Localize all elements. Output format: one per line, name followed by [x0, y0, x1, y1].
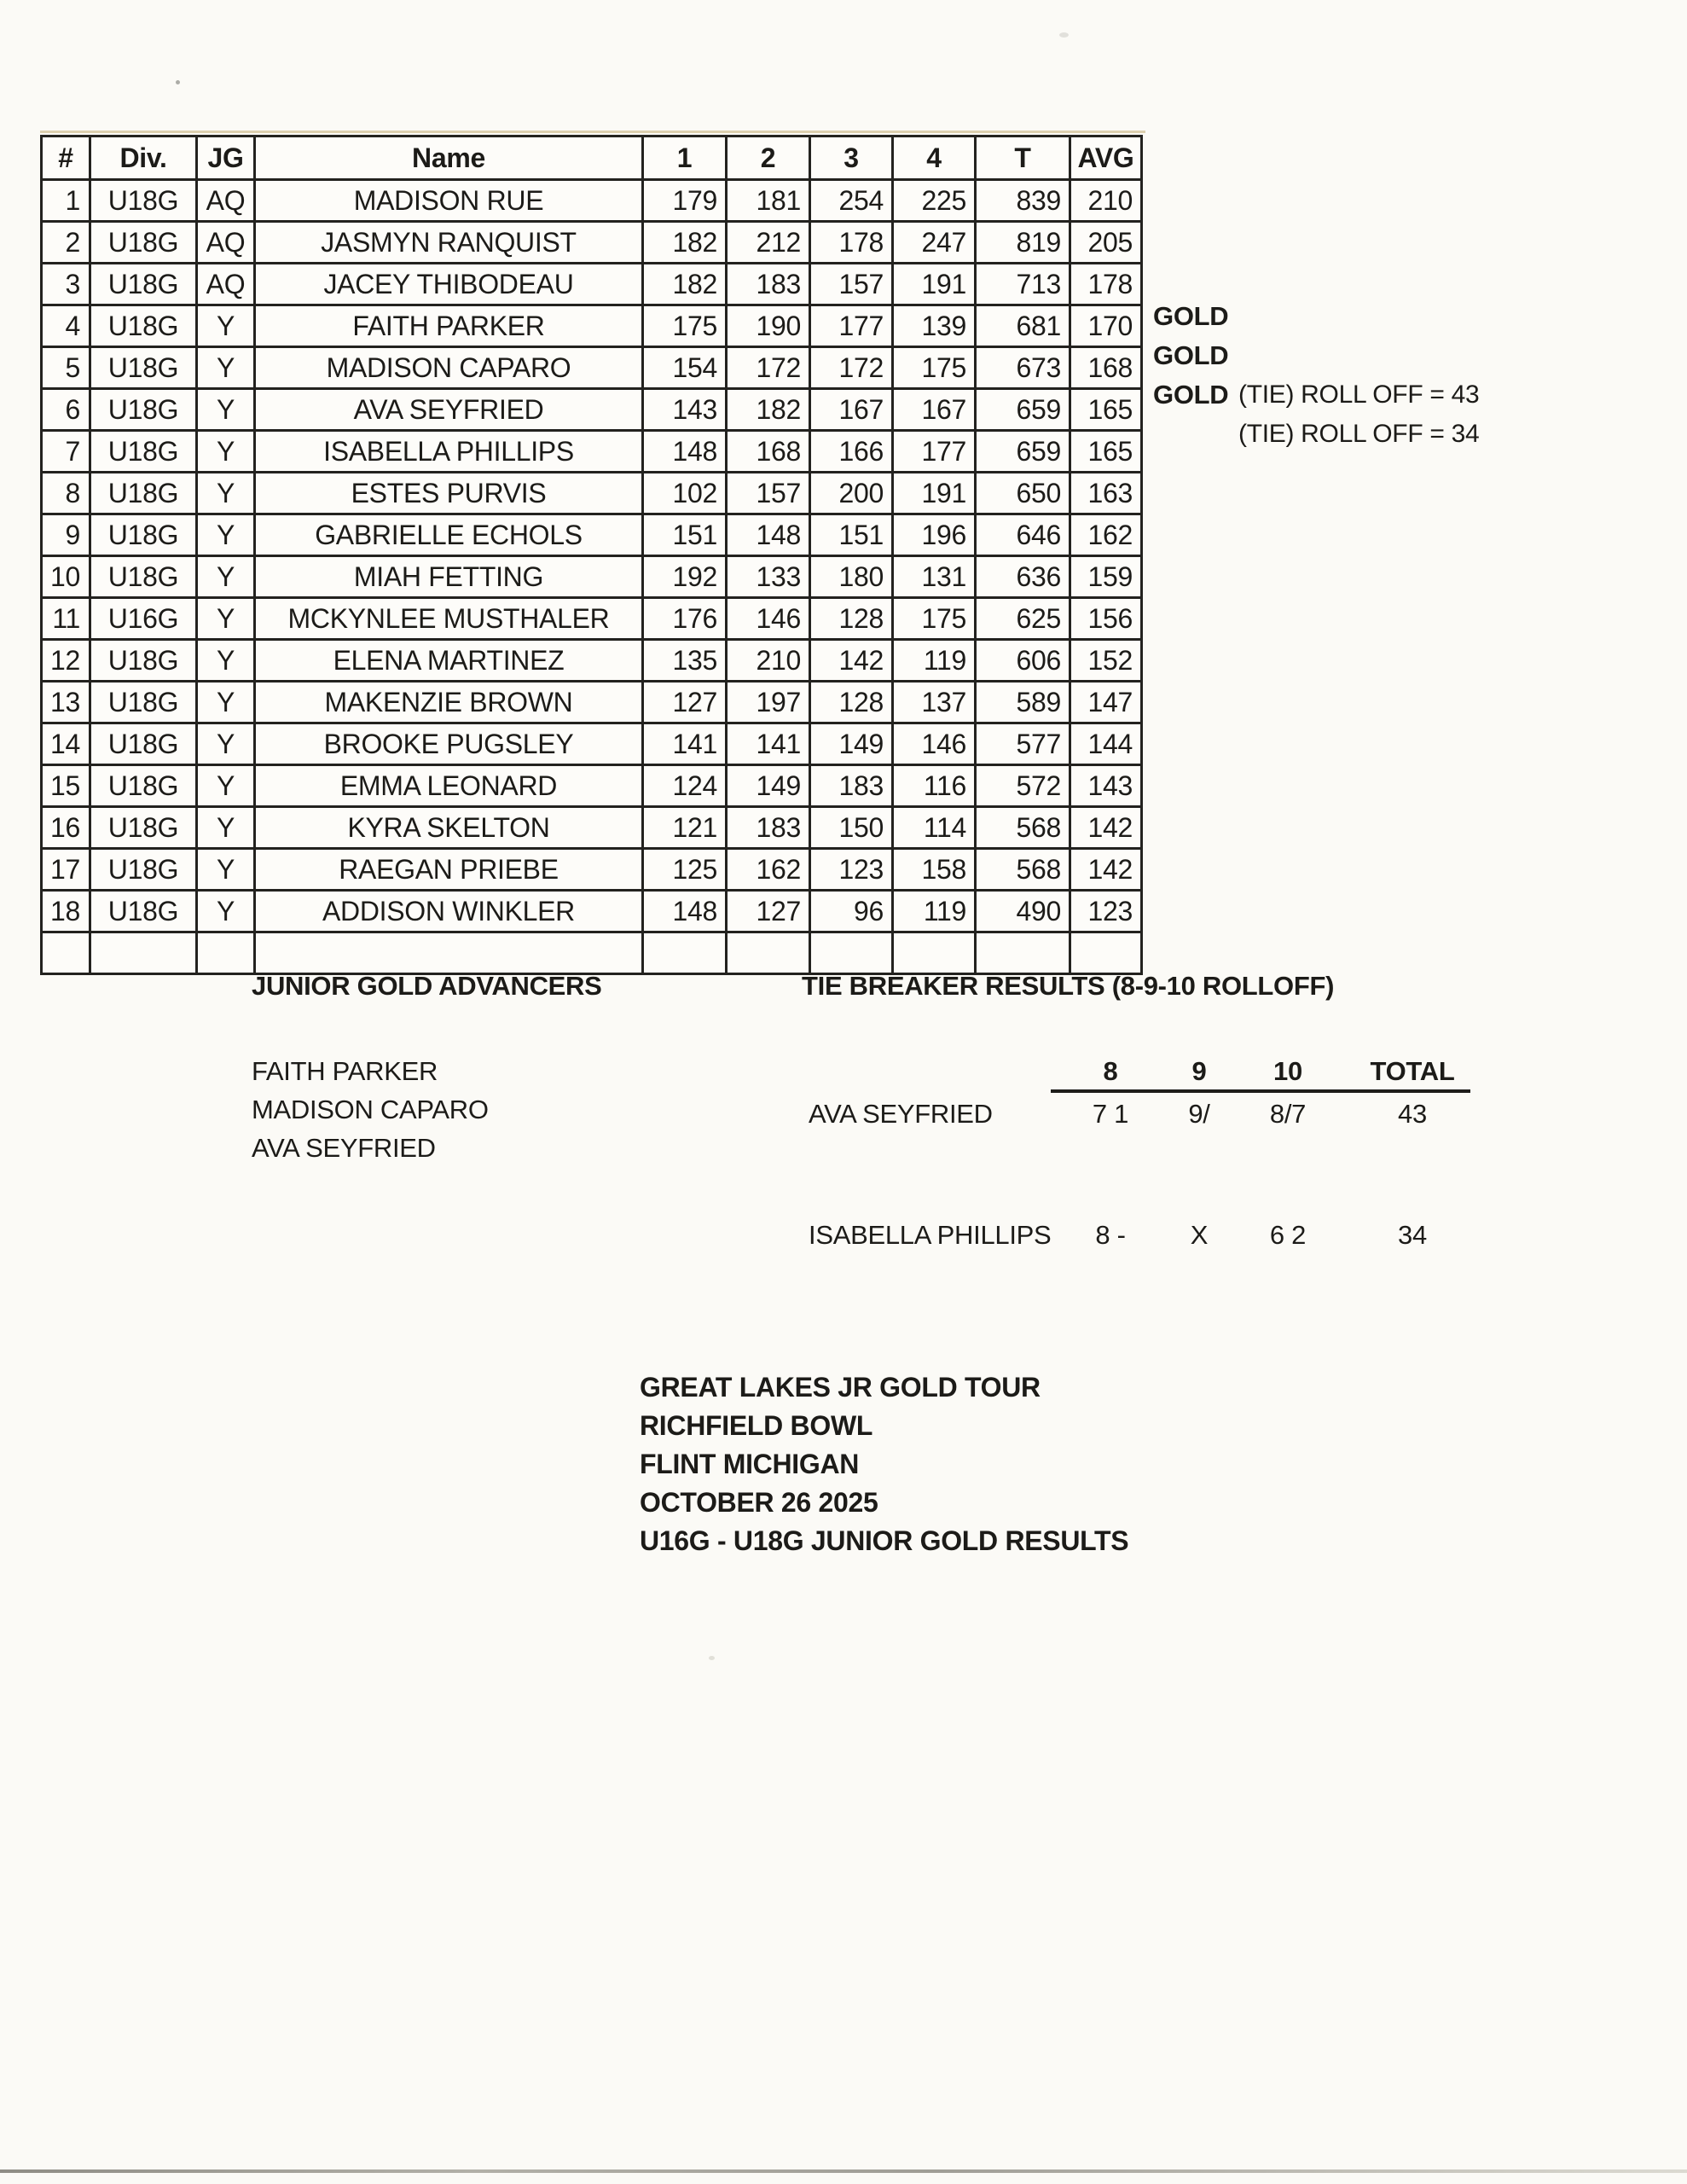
footer-line: RICHFIELD BOWL: [640, 1410, 873, 1441]
jg-cell: Y: [197, 849, 255, 891]
table-row: [42, 723, 1142, 765]
gold-label: GOLD: [1153, 301, 1229, 331]
game2-cell: 133: [727, 556, 810, 598]
name-cell: JACEY THIBODEAU: [255, 264, 643, 305]
rank-cell: 7: [42, 431, 90, 473]
div-cell: U18G: [90, 389, 197, 431]
game2-cell: 168: [727, 431, 810, 473]
jg-cell: Y: [197, 640, 255, 682]
table-row: [42, 389, 1142, 431]
game1-cell: 176: [643, 598, 727, 640]
game2-cell: 127: [727, 891, 810, 932]
div-cell: U18G: [90, 765, 197, 807]
frame9-cell: 9/: [1188, 1099, 1210, 1129]
game3-cell: 177: [810, 305, 893, 347]
table-row: [42, 598, 1142, 640]
gold-label: GOLD: [1153, 340, 1229, 370]
game4-cell: 177: [893, 431, 976, 473]
tiebreaker-total-cell: 43: [1398, 1099, 1427, 1129]
total-cell: 659: [976, 431, 1070, 473]
game3-cell: 180: [810, 556, 893, 598]
jg-cell: [197, 932, 255, 974]
game4-cell: 158: [893, 849, 976, 891]
game1-cell: 148: [643, 891, 727, 932]
jg-cell: AQ: [197, 180, 255, 222]
name-cell: JASMYN RANQUIST: [255, 222, 643, 264]
game1-cell: 121: [643, 807, 727, 849]
game2-cell: 149: [727, 765, 810, 807]
game2-cell: 210: [727, 640, 810, 682]
col-header-4: 4: [893, 136, 976, 180]
table-row: [42, 682, 1142, 723]
game1-cell: 154: [643, 347, 727, 389]
jg-cell: Y: [197, 305, 255, 347]
game4-cell: 119: [893, 640, 976, 682]
tiebreaker-col-header: 10: [1273, 1056, 1302, 1086]
jg-cell: Y: [197, 347, 255, 389]
col-header-2: 2: [727, 136, 810, 180]
game1-cell: 124: [643, 765, 727, 807]
total-cell: [976, 932, 1070, 974]
jg-cell: Y: [197, 807, 255, 849]
game2-cell: 146: [727, 598, 810, 640]
div-cell: U16G: [90, 598, 197, 640]
game4-cell: 114: [893, 807, 976, 849]
game1-cell: 141: [643, 723, 727, 765]
game3-cell: [810, 932, 893, 974]
col-header-name: Name: [255, 136, 643, 180]
total-cell: 713: [976, 264, 1070, 305]
table-row: [42, 431, 1142, 473]
jg-cell: Y: [197, 389, 255, 431]
game3-cell: 150: [810, 807, 893, 849]
col-header-3: 3: [810, 136, 893, 180]
tiebreaker-name: ISABELLA PHILLIPS: [809, 1220, 1052, 1250]
name-cell: KYRA SKELTON: [255, 807, 643, 849]
rank-cell: [42, 932, 90, 974]
game1-cell: 175: [643, 305, 727, 347]
table-row: [42, 473, 1142, 514]
game3-cell: 128: [810, 682, 893, 723]
col-header-jg: JG: [197, 136, 255, 180]
game1-cell: 182: [643, 222, 727, 264]
game2-cell: 172: [727, 347, 810, 389]
game4-cell: 116: [893, 765, 976, 807]
game1-cell: 127: [643, 682, 727, 723]
gold-label: GOLD: [1153, 380, 1229, 410]
col-header-: #: [42, 136, 90, 180]
name-cell: MCKYNLEE MUSTHALER: [255, 598, 643, 640]
total-cell: 625: [976, 598, 1070, 640]
col-header-avg: AVG: [1070, 136, 1142, 180]
name-cell: GABRIELLE ECHOLS: [255, 514, 643, 556]
rank-cell: 1: [42, 180, 90, 222]
frame10-cell: 8/7: [1269, 1099, 1307, 1129]
div-cell: U18G: [90, 556, 197, 598]
avg-cell: 152: [1070, 640, 1142, 682]
jg-cell: AQ: [197, 222, 255, 264]
rank-cell: 17: [42, 849, 90, 891]
total-cell: 673: [976, 347, 1070, 389]
div-cell: U18G: [90, 849, 197, 891]
game4-cell: 146: [893, 723, 976, 765]
scan-speck-lower: [709, 1656, 715, 1660]
game2-cell: [727, 932, 810, 974]
div-cell: U18G: [90, 264, 197, 305]
table-row: [42, 514, 1142, 556]
jg-cell: Y: [197, 431, 255, 473]
jg-cell: Y: [197, 556, 255, 598]
name-cell: [255, 932, 643, 974]
tiebreaker-title: TIE BREAKER RESULTS (8-9-10 ROLLOFF): [802, 971, 1335, 1001]
total-cell: 646: [976, 514, 1070, 556]
game2-cell: 197: [727, 682, 810, 723]
div-cell: [90, 932, 197, 974]
game2-cell: 162: [727, 849, 810, 891]
table-row: [42, 891, 1142, 932]
avg-cell: 123: [1070, 891, 1142, 932]
game4-cell: 247: [893, 222, 976, 264]
div-cell: U18G: [90, 514, 197, 556]
rank-cell: 16: [42, 807, 90, 849]
rank-cell: 15: [42, 765, 90, 807]
game2-cell: 183: [727, 807, 810, 849]
total-cell: 589: [976, 682, 1070, 723]
div-cell: U18G: [90, 180, 197, 222]
tie-rolloff-note: (TIE) ROLL OFF = 34: [1238, 420, 1480, 448]
name-cell: ELENA MARTINEZ: [255, 640, 643, 682]
total-cell: 490: [976, 891, 1070, 932]
tiebreaker-header-underline: [1051, 1089, 1470, 1093]
game4-cell: 131: [893, 556, 976, 598]
table-row: [42, 305, 1142, 347]
game3-cell: 166: [810, 431, 893, 473]
total-cell: 650: [976, 473, 1070, 514]
col-header-div: Div.: [90, 136, 197, 180]
tiebreaker-col-header: 9: [1191, 1056, 1207, 1086]
rank-cell: 4: [42, 305, 90, 347]
game2-cell: 190: [727, 305, 810, 347]
total-cell: 659: [976, 389, 1070, 431]
tiebreaker-col-header: 8: [1103, 1056, 1118, 1086]
scan-speck: [176, 80, 180, 84]
game3-cell: 96: [810, 891, 893, 932]
scan-smudge: [1059, 32, 1069, 38]
game4-cell: 175: [893, 598, 976, 640]
total-cell: 681: [976, 305, 1070, 347]
advancer-name: MADISON CAPARO: [252, 1095, 489, 1124]
game3-cell: 254: [810, 180, 893, 222]
game4-cell: 196: [893, 514, 976, 556]
game2-cell: 157: [727, 473, 810, 514]
jg-cell: Y: [197, 473, 255, 514]
game2-cell: 181: [727, 180, 810, 222]
rank-cell: 12: [42, 640, 90, 682]
div-cell: U18G: [90, 682, 197, 723]
game1-cell: 182: [643, 264, 727, 305]
frame8-cell: 7 1: [1092, 1099, 1129, 1129]
avg-cell: 165: [1070, 389, 1142, 431]
avg-cell: 159: [1070, 556, 1142, 598]
game3-cell: 183: [810, 765, 893, 807]
game4-cell: [893, 932, 976, 974]
avg-cell: 165: [1070, 431, 1142, 473]
frame10-cell: 6 2: [1269, 1220, 1307, 1250]
game4-cell: 225: [893, 180, 976, 222]
avg-cell: 144: [1070, 723, 1142, 765]
name-cell: AVA SEYFRIED: [255, 389, 643, 431]
rank-cell: 9: [42, 514, 90, 556]
tiebreaker-col-header: TOTAL: [1370, 1056, 1455, 1086]
game1-cell: 192: [643, 556, 727, 598]
rank-cell: 11: [42, 598, 90, 640]
avg-cell: 162: [1070, 514, 1142, 556]
div-cell: U18G: [90, 807, 197, 849]
game3-cell: 178: [810, 222, 893, 264]
advancer-name: FAITH PARKER: [252, 1056, 438, 1086]
div-cell: U18G: [90, 222, 197, 264]
game4-cell: 191: [893, 473, 976, 514]
name-cell: ADDISON WINKLER: [255, 891, 643, 932]
footer-line: U16G - U18G JUNIOR GOLD RESULTS: [640, 1525, 1129, 1556]
game1-cell: 148: [643, 431, 727, 473]
avg-cell: 178: [1070, 264, 1142, 305]
avg-cell: 170: [1070, 305, 1142, 347]
total-cell: 568: [976, 849, 1070, 891]
table-header-row: [42, 136, 1142, 180]
results-table: [40, 135, 1143, 975]
total-cell: 577: [976, 723, 1070, 765]
game3-cell: 151: [810, 514, 893, 556]
table-row: [42, 556, 1142, 598]
total-cell: 636: [976, 556, 1070, 598]
game1-cell: 102: [643, 473, 727, 514]
name-cell: BROOKE PUGSLEY: [255, 723, 643, 765]
game3-cell: 200: [810, 473, 893, 514]
scan-tint-line: [40, 131, 1145, 133]
name-cell: EMMA LEONARD: [255, 765, 643, 807]
jg-cell: Y: [197, 514, 255, 556]
div-cell: U18G: [90, 347, 197, 389]
game4-cell: 175: [893, 347, 976, 389]
tie-rolloff-note: (TIE) ROLL OFF = 43: [1238, 380, 1480, 409]
game1-cell: 151: [643, 514, 727, 556]
rank-cell: 18: [42, 891, 90, 932]
name-cell: MIAH FETTING: [255, 556, 643, 598]
bottom-scan-edge: [0, 2169, 1687, 2173]
game3-cell: 172: [810, 347, 893, 389]
game4-cell: 167: [893, 389, 976, 431]
game4-cell: 139: [893, 305, 976, 347]
game3-cell: 142: [810, 640, 893, 682]
advancers-title: JUNIOR GOLD ADVANCERS: [252, 971, 602, 1001]
table-row: [42, 640, 1142, 682]
avg-cell: 210: [1070, 180, 1142, 222]
avg-cell: 143: [1070, 765, 1142, 807]
tiebreaker-name: AVA SEYFRIED: [809, 1099, 993, 1129]
game2-cell: 212: [727, 222, 810, 264]
avg-cell: 142: [1070, 807, 1142, 849]
avg-cell: [1070, 932, 1142, 974]
table-row: [42, 807, 1142, 849]
rank-cell: 13: [42, 682, 90, 723]
rank-cell: 6: [42, 389, 90, 431]
name-cell: MAKENZIE BROWN: [255, 682, 643, 723]
avg-cell: 163: [1070, 473, 1142, 514]
game1-cell: 179: [643, 180, 727, 222]
game4-cell: 191: [893, 264, 976, 305]
game3-cell: 157: [810, 264, 893, 305]
avg-cell: 142: [1070, 849, 1142, 891]
total-cell: 819: [976, 222, 1070, 264]
jg-cell: AQ: [197, 264, 255, 305]
div-cell: U18G: [90, 723, 197, 765]
game4-cell: 137: [893, 682, 976, 723]
div-cell: U18G: [90, 305, 197, 347]
game2-cell: 148: [727, 514, 810, 556]
jg-cell: Y: [197, 765, 255, 807]
avg-cell: 156: [1070, 598, 1142, 640]
table-row: [42, 849, 1142, 891]
jg-cell: Y: [197, 891, 255, 932]
rank-cell: 10: [42, 556, 90, 598]
avg-cell: 168: [1070, 347, 1142, 389]
total-cell: 568: [976, 807, 1070, 849]
footer-line: GREAT LAKES JR GOLD TOUR: [640, 1372, 1041, 1403]
div-cell: U18G: [90, 431, 197, 473]
name-cell: MADISON RUE: [255, 180, 643, 222]
footer-line: OCTOBER 26 2025: [640, 1487, 878, 1518]
table-row: [42, 222, 1142, 264]
footer-line: FLINT MICHIGAN: [640, 1449, 860, 1479]
jg-cell: Y: [197, 598, 255, 640]
table-row: [42, 264, 1142, 305]
game1-cell: [643, 932, 727, 974]
div-cell: U18G: [90, 473, 197, 514]
name-cell: MADISON CAPARO: [255, 347, 643, 389]
rank-cell: 2: [42, 222, 90, 264]
jg-cell: Y: [197, 682, 255, 723]
game2-cell: 183: [727, 264, 810, 305]
name-cell: ISABELLA PHILLIPS: [255, 431, 643, 473]
game2-cell: 182: [727, 389, 810, 431]
game2-cell: 141: [727, 723, 810, 765]
div-cell: U18G: [90, 891, 197, 932]
total-cell: 606: [976, 640, 1070, 682]
rank-cell: 8: [42, 473, 90, 514]
game3-cell: 123: [810, 849, 893, 891]
game3-cell: 128: [810, 598, 893, 640]
game4-cell: 119: [893, 891, 976, 932]
rank-cell: 14: [42, 723, 90, 765]
col-header-t: T: [976, 136, 1070, 180]
avg-cell: 205: [1070, 222, 1142, 264]
game1-cell: 135: [643, 640, 727, 682]
game3-cell: 167: [810, 389, 893, 431]
frame9-cell: X: [1190, 1220, 1209, 1250]
rank-cell: 3: [42, 264, 90, 305]
name-cell: FAITH PARKER: [255, 305, 643, 347]
table-row: [42, 180, 1142, 222]
col-header-1: 1: [643, 136, 727, 180]
game1-cell: 125: [643, 849, 727, 891]
avg-cell: 147: [1070, 682, 1142, 723]
table-row: [42, 932, 1142, 974]
tiebreaker-total-cell: 34: [1398, 1220, 1427, 1250]
game1-cell: 143: [643, 389, 727, 431]
name-cell: RAEGAN PRIEBE: [255, 849, 643, 891]
game3-cell: 149: [810, 723, 893, 765]
table-row: [42, 765, 1142, 807]
advancer-name: AVA SEYFRIED: [252, 1133, 436, 1163]
total-cell: 839: [976, 180, 1070, 222]
table-row: [42, 347, 1142, 389]
frame8-cell: 8 -: [1095, 1220, 1126, 1250]
name-cell: ESTES PURVIS: [255, 473, 643, 514]
div-cell: U18G: [90, 640, 197, 682]
rank-cell: 5: [42, 347, 90, 389]
jg-cell: Y: [197, 723, 255, 765]
total-cell: 572: [976, 765, 1070, 807]
